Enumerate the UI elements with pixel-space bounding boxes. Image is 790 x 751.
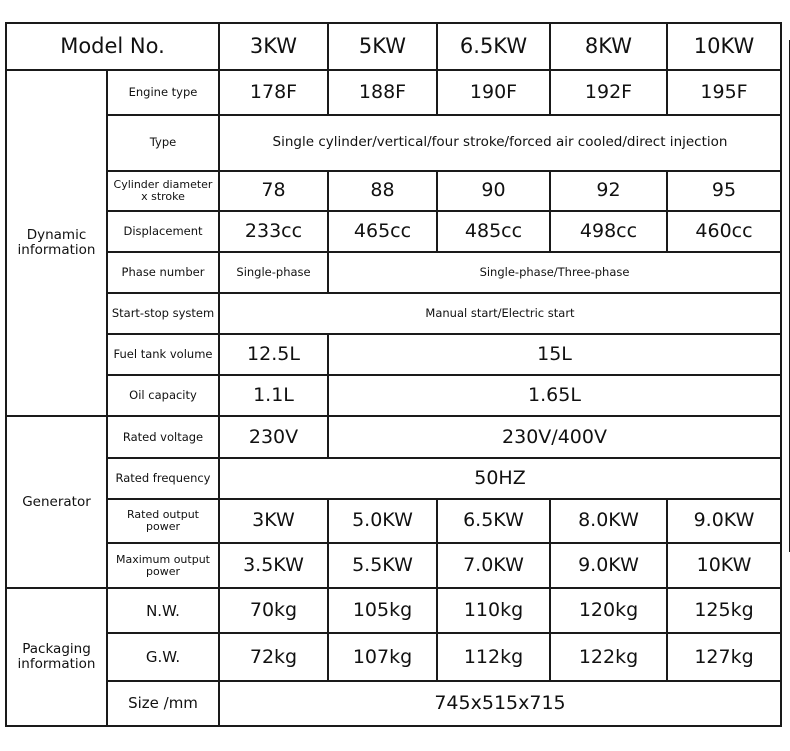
value-cell: 460cc <box>667 211 781 252</box>
value-cell: 3KW <box>219 499 328 543</box>
value-cell: 498cc <box>550 211 667 252</box>
value-cell: 90 <box>437 171 550 211</box>
table-row <box>6 633 781 680</box>
row-label-line: Rated output <box>127 508 199 522</box>
value-cell: 7.0KW <box>437 543 550 588</box>
value-cell: 105kg <box>328 588 437 633</box>
model-no-header: Model No. <box>6 23 219 70</box>
value-cell: 192F <box>550 70 667 114</box>
table-row <box>6 681 781 726</box>
value-cell: 15L <box>328 334 781 375</box>
row-label-line: x stroke <box>141 189 185 203</box>
value-cell: 112kg <box>437 633 550 680</box>
row-label-line: power <box>146 519 180 533</box>
row-label: Phase number <box>107 252 219 292</box>
value-cell: 178F <box>219 70 328 114</box>
row-label: Rated voltage <box>107 416 219 458</box>
table-row <box>6 171 781 211</box>
value-cell: 10KW <box>667 543 781 588</box>
value-cell: 122kg <box>550 633 667 680</box>
value-cell: 125kg <box>667 588 781 633</box>
value-cell: 190F <box>437 70 550 114</box>
value-cell: 5.5KW <box>328 543 437 588</box>
value-cell: 485cc <box>437 211 550 252</box>
row-label <box>107 499 219 543</box>
value-cell: 92 <box>550 171 667 211</box>
value-cell: 745x515x715 <box>219 681 781 726</box>
value-cell: Single-phase/Three-phase <box>328 252 781 292</box>
spec-table <box>5 22 782 727</box>
value-cell: 88 <box>328 171 437 211</box>
table-row <box>6 70 781 114</box>
value-cell: 195F <box>667 70 781 114</box>
table-row <box>6 499 781 543</box>
group-label-line: Packaging <box>22 641 91 658</box>
row-label <box>107 171 219 211</box>
row-label: Fuel tank volume <box>107 334 219 375</box>
table-row <box>6 334 781 375</box>
row-label: Rated frequency <box>107 458 219 498</box>
value-cell: 1.65L <box>328 375 781 416</box>
value-cell: Single cylinder/vertical/four stroke/forced air cooled/direct injection <box>219 115 781 171</box>
table-row <box>6 115 781 171</box>
table-row <box>6 588 781 633</box>
model-header-cell: 3KW <box>219 23 328 70</box>
value-cell: 78 <box>219 171 328 211</box>
row-label-line: power <box>146 564 180 578</box>
table-row <box>6 252 781 292</box>
value-cell: Manual start/Electric start <box>219 293 781 334</box>
value-cell: 233cc <box>219 211 328 252</box>
table-row <box>6 458 781 498</box>
value-cell: 12.5L <box>219 334 328 375</box>
value-cell: 107kg <box>328 633 437 680</box>
value-cell: 72kg <box>219 633 328 680</box>
header-row <box>6 23 781 70</box>
group-label-dynamic <box>6 70 107 416</box>
value-cell: 6.5KW <box>437 499 550 543</box>
value-cell: 3.5KW <box>219 543 328 588</box>
value-cell: 230V <box>219 416 328 458</box>
group-label-generator: Generator <box>6 416 107 588</box>
value-cell: 5.0KW <box>328 499 437 543</box>
table-row <box>6 416 781 458</box>
group-label-packaging <box>6 588 107 726</box>
value-cell: 70kg <box>219 588 328 633</box>
value-cell: 9.0KW <box>667 499 781 543</box>
value-cell: 9.0KW <box>550 543 667 588</box>
group-label-line: Dynamic <box>26 227 87 244</box>
group-label-line: information <box>17 242 96 259</box>
value-cell: 50HZ <box>219 458 781 498</box>
value-cell: 8.0KW <box>550 499 667 543</box>
value-cell: 127kg <box>667 633 781 680</box>
row-label: Start-stop system <box>107 293 219 334</box>
model-header-cell: 6.5KW <box>437 23 550 70</box>
value-cell: 110kg <box>437 588 550 633</box>
model-header-cell: 5KW <box>328 23 437 70</box>
model-header-cell: 10KW <box>667 23 781 70</box>
value-cell: 465cc <box>328 211 437 252</box>
value-cell: 230V/400V <box>328 416 781 458</box>
row-label: G.W. <box>107 633 219 680</box>
row-label: Size /mm <box>107 681 219 726</box>
value-cell: 1.1L <box>219 375 328 416</box>
model-header-cell: 8KW <box>550 23 667 70</box>
row-label: Engine type <box>107 70 219 114</box>
row-label-line: Maximum output <box>116 552 210 566</box>
row-label: N.W. <box>107 588 219 633</box>
row-label-line: Cylinder diameter <box>113 178 213 192</box>
row-label: Oil capacity <box>107 375 219 416</box>
table-row <box>6 293 781 334</box>
table-row <box>6 375 781 416</box>
value-cell: 188F <box>328 70 437 114</box>
row-label: Type <box>107 115 219 171</box>
value-cell: Single-phase <box>219 252 328 292</box>
row-label: Displacement <box>107 211 219 252</box>
value-cell: 120kg <box>550 588 667 633</box>
table-row <box>6 543 781 588</box>
table-row <box>6 211 781 252</box>
group-label-line: information <box>17 656 96 673</box>
value-cell: 95 <box>667 171 781 211</box>
row-label <box>107 543 219 588</box>
